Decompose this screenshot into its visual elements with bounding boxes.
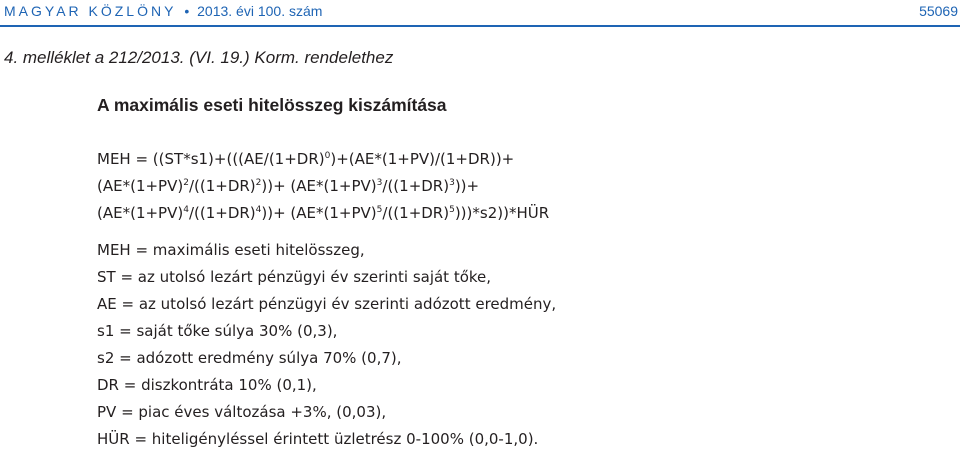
header-separator: • [184,3,190,19]
definition-ae: AE = az utolsó lezárt pénzügyi év szerinti adózott eredmény, [97,295,557,313]
annex-title: 4. melléklet a 212/2013. (VI. 19.) Korm. rendelethez [4,48,394,67]
section-heading: A maximális eseti hitelösszeg kiszámítása [97,95,447,115]
definition-pv: PV = piac éves változása +3%, (0,03), [97,403,387,421]
formula-line-2: $(AE*(1+PV)^2/((1+DR)^2))+ (AE*(1+PV)^3/((1+DR)^3))+$ [97,177,480,195]
definition-s2: s2 = adózott eredmény súlya 70% (0,7), [97,349,402,367]
running-header [0,0,960,27]
page-number: 55069 [919,3,958,19]
issue-label: 2013. évi 100. szám [197,3,323,19]
definition-meh: MEH = maximális eseti hitelösszeg, [97,241,365,259]
journal-title: MAGYAR KÖZLÖNY [4,3,177,19]
formula-line-3: $(AE*(1+PV)^4/((1+DR)^4))+$ $(AE*(1+PV)^5/((1+DR)^5)))*s2))*HÜR$ [97,204,550,222]
journal-header [4,3,322,19]
formula-line-1: MEH = ($(ST*s1)+(((AE/(1+DR)^0)+(AE*(1+PV)/(1+DR))+$ [97,150,515,168]
definitions-list [97,237,556,453]
definition-dr: DR = diszkontráta 10% (0,1), [97,376,317,394]
header-divider [0,25,960,27]
definition-st: ST = az utolsó lezárt pénzügyi év szerinti saját tőke, [97,268,492,286]
definition-s1: s1 = saját tőke súlya 30% (0,3), [97,322,338,340]
formula-block [97,146,549,227]
definition-hur: HÜR = hiteligényléssel érintett üzletrész 0-100% (0,0-1,0). [97,430,539,448]
